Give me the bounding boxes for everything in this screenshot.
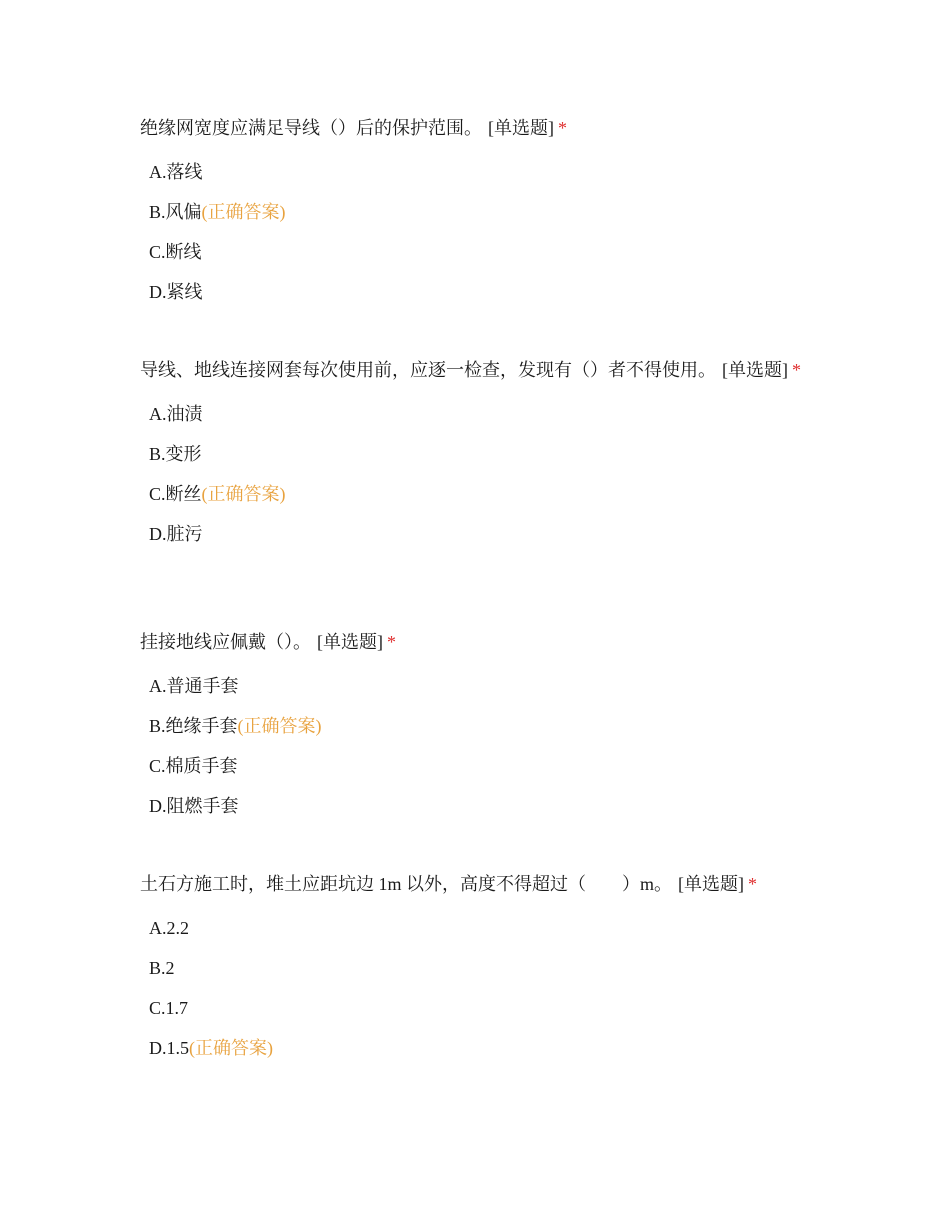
option-d[interactable] xyxy=(149,1032,820,1072)
option-text: B.绝缘手套 xyxy=(149,716,238,736)
option-c[interactable] xyxy=(149,750,820,790)
option-text: A.落线 xyxy=(149,162,203,182)
correct-answer-tag: (正确答案) xyxy=(189,1038,273,1058)
option-c[interactable] xyxy=(149,236,820,276)
option-d[interactable] xyxy=(149,276,820,316)
option-text: D.1.5 xyxy=(149,1038,189,1058)
option-text: D.紧线 xyxy=(149,282,203,302)
option-d[interactable] xyxy=(149,790,820,830)
option-a[interactable] xyxy=(149,398,820,438)
question-stem xyxy=(140,112,820,144)
required-mark: * xyxy=(558,118,567,138)
option-b[interactable] xyxy=(149,438,820,478)
question-stem xyxy=(140,354,820,386)
question-2 xyxy=(140,354,820,558)
option-text: B.变形 xyxy=(149,444,202,464)
option-text: B.2 xyxy=(149,958,175,978)
option-b[interactable] xyxy=(149,710,820,750)
question-type-tag: [单选题] xyxy=(722,360,788,380)
correct-answer-tag: (正确答案) xyxy=(237,716,322,736)
required-mark: * xyxy=(387,632,396,652)
option-a[interactable] xyxy=(149,670,820,710)
option-text: A.2.2 xyxy=(149,918,189,938)
question-type-tag: [单选题] xyxy=(317,632,383,652)
question-text: 导线、地线连接网套每次使用前，应逐一检查，发现有（）者不得使用。 xyxy=(140,360,716,380)
option-a[interactable] xyxy=(149,912,820,952)
required-mark: * xyxy=(748,874,757,894)
question-text: 绝缘网宽度应满足导线（）后的保护范围。 xyxy=(140,118,482,138)
question-text: 土石方施工时，堆土应距坑边 1m 以外，高度不得超过（ ）m。 xyxy=(140,874,672,894)
option-b[interactable] xyxy=(149,952,820,992)
option-text: B.风偏 xyxy=(149,202,202,222)
question-type-tag: [单选题] xyxy=(488,118,554,138)
correct-answer-tag: (正确答案) xyxy=(201,484,286,504)
correct-answer-tag: (正确答案) xyxy=(201,202,286,222)
question-stem xyxy=(140,868,820,900)
option-text: C.断线 xyxy=(149,242,202,262)
option-text: C.1.7 xyxy=(149,998,189,1018)
option-list xyxy=(140,398,820,558)
option-text: D.阻燃手套 xyxy=(149,796,239,816)
option-b[interactable] xyxy=(149,196,820,236)
option-list xyxy=(140,670,820,830)
option-text: C.棉质手套 xyxy=(149,756,238,776)
question-stem xyxy=(140,626,820,658)
option-text: D.脏污 xyxy=(149,524,203,544)
question-1 xyxy=(140,112,820,316)
option-list xyxy=(140,156,820,316)
option-text: C.断丝 xyxy=(149,484,202,504)
option-d[interactable] xyxy=(149,518,820,558)
option-text: A.普通手套 xyxy=(149,676,239,696)
option-c[interactable] xyxy=(149,478,820,518)
option-list xyxy=(140,912,820,1072)
option-text: A.油渍 xyxy=(149,404,203,424)
required-mark: * xyxy=(792,360,801,380)
option-a[interactable] xyxy=(149,156,820,196)
option-c[interactable] xyxy=(149,992,820,1032)
question-4 xyxy=(140,868,820,1072)
question-type-tag: [单选题] xyxy=(678,874,744,894)
question-3 xyxy=(140,626,820,830)
question-text: 挂接地线应佩戴（）。 xyxy=(140,632,311,652)
